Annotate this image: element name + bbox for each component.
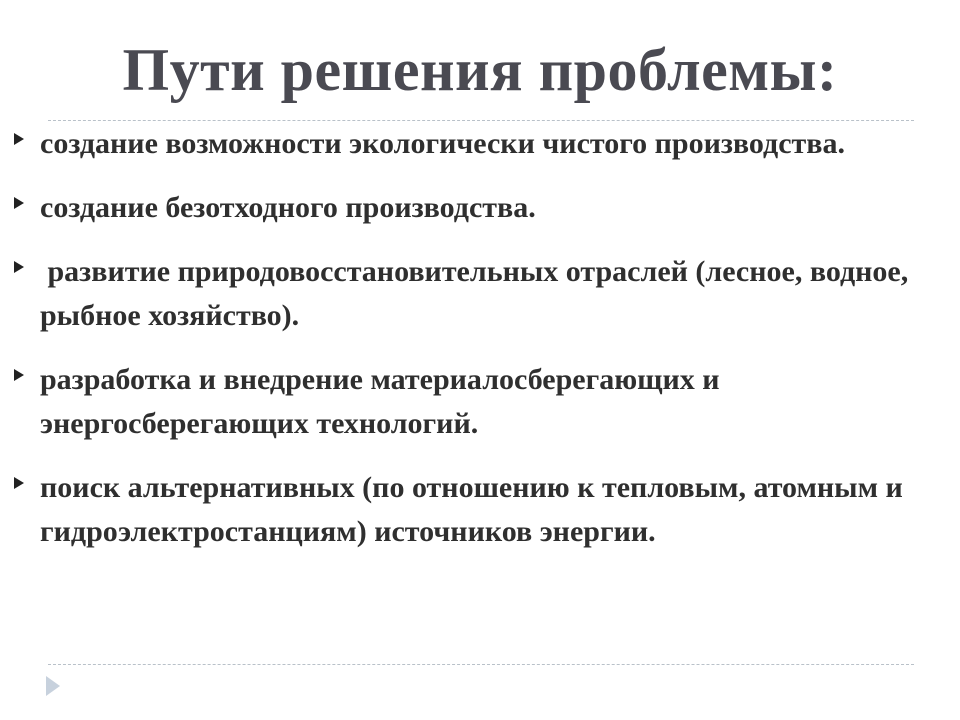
bullet-item bbox=[14, 186, 934, 230]
bullet-item bbox=[14, 250, 934, 338]
bullet-item bbox=[14, 466, 934, 554]
bullet-triangle-icon bbox=[14, 261, 24, 273]
bullet-text: поиск альтернативных (по отношению к тепловым, атомным и гидроэлектростанциям) источников энергии. bbox=[40, 471, 903, 548]
bullet-text: создание возможности экологически чистого производства. bbox=[40, 127, 845, 160]
bullet-text: создание безотходного производства. bbox=[40, 191, 536, 224]
play-arrow-icon[interactable] bbox=[46, 676, 60, 696]
bullet-triangle-icon bbox=[14, 197, 24, 209]
bullet-triangle-icon bbox=[14, 369, 24, 381]
bullet-list bbox=[14, 122, 934, 554]
bullet-item bbox=[14, 358, 934, 446]
bullet-text: разработка и внедрение материалосберегающих и энергосберегающих технологий. bbox=[40, 363, 720, 440]
bullet-triangle-icon bbox=[14, 133, 24, 145]
top-divider bbox=[48, 120, 914, 121]
bullet-triangle-icon bbox=[14, 477, 24, 489]
bottom-divider bbox=[48, 664, 914, 665]
slide-title: Пути решения проблемы: bbox=[122, 37, 838, 103]
bullet-item bbox=[14, 122, 934, 166]
bullet-text: развитие природовосстановительных отраслей (лесное, водное, рыбное хозяйство). bbox=[40, 255, 916, 332]
